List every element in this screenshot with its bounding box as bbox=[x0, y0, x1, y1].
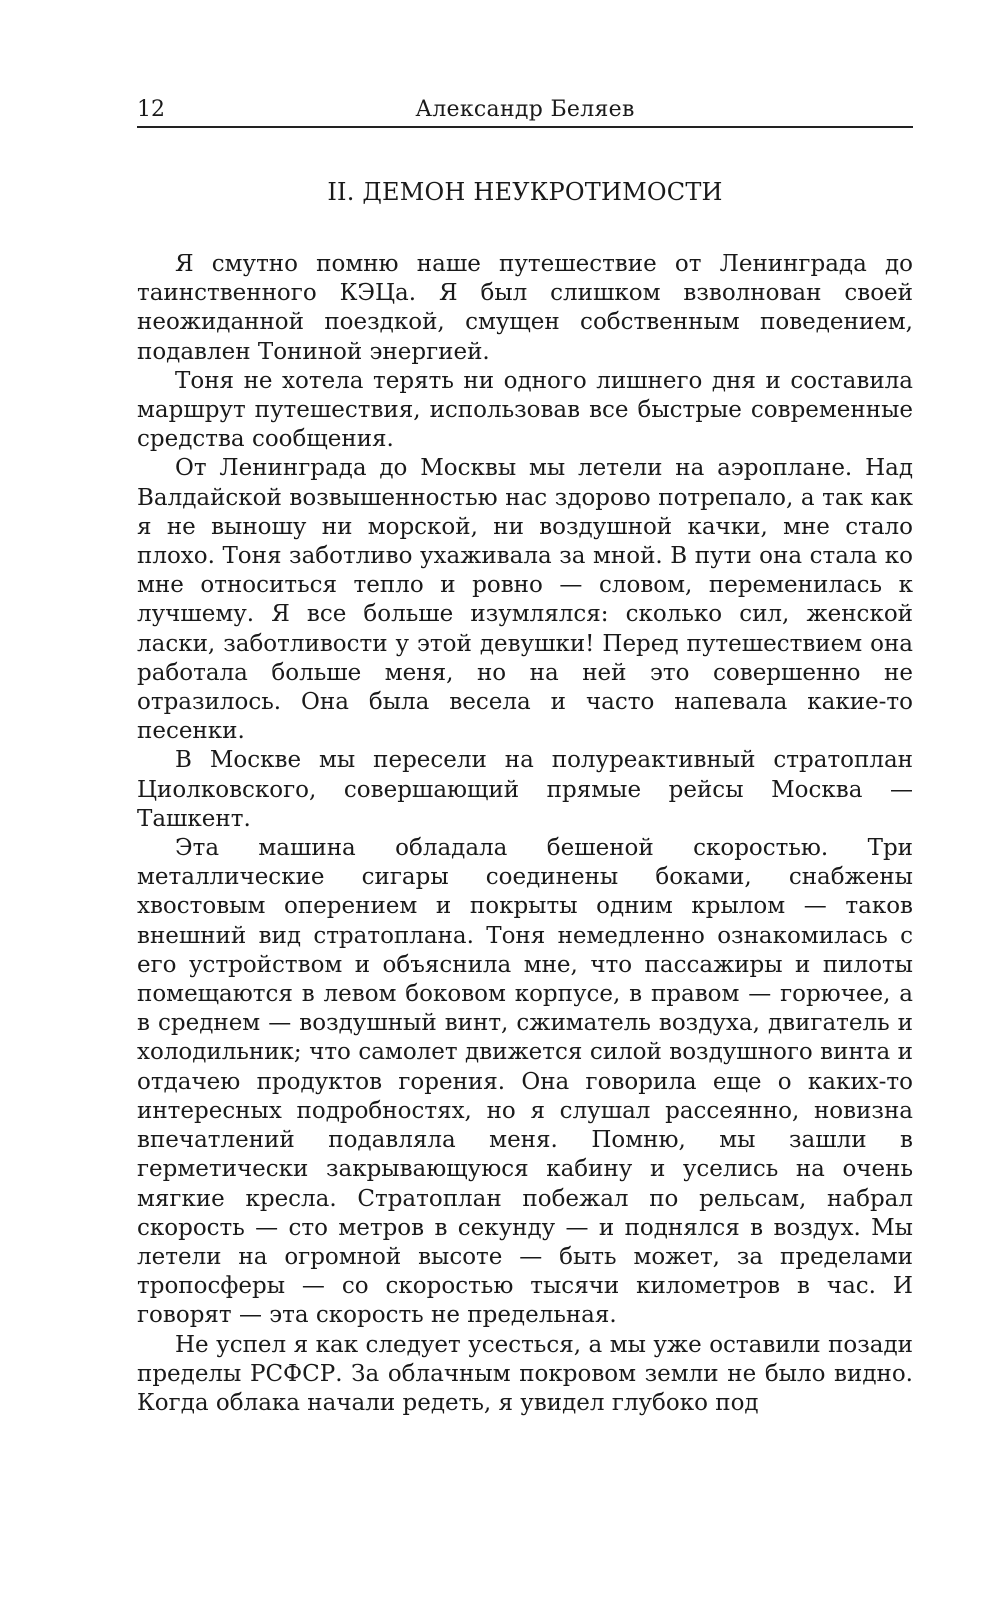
running-title: Александр Беляев bbox=[415, 97, 635, 122]
paragraph: Тоня не хотела терять ни одного лишнего дня и составила маршрут путешествия, использовав все быстрые современные средства сообщения. bbox=[137, 367, 913, 453]
paragraph: Не успел я как следует усесться, а мы уже оставили позади пределы РСФСР. За облачным покровом земли не было видно. Когда облака начали редеть, я увидел глубоко под bbox=[137, 1331, 913, 1416]
paragraph: От Ленинграда до Москвы мы летели на аэроплане. Над Валдайской возвышенностью нас здорово потрепало, а так как я не выношу ни морской, ни воздушной качки, мне стало плохо. Тоня заботливо ухаживала за мной. В пути она стала ко мне относиться тепло и ровно — словом, переменилась к лучшему. Я все больше изумлялся: сколько сил, женской ласки, заботливости у этой девушки! Перед путешествием она работала больше меня, но на ней это совершенно не отразилось. Она была весела и часто напевала какие-то песенки. bbox=[137, 455, 913, 745]
paragraph: В Москве мы пересели на полуреактивный стратоплан Циолковского, совершающий прямые рейсы Москва — Ташкент. bbox=[137, 747, 913, 832]
running-head bbox=[137, 92, 913, 128]
paragraph: Эта машина обладала бешеной скоростью. Три металлические сигары соединены боками, снабжены хвостовым оперением и покрыты одним крылом — таков внешний вид стратоплана. Тоня немедленно ознакомилась с его устройством и объяснила мне, что пассажиры и пилоты помещаются в левом боковом корпусе, в правом — горючее, а в среднем — воздушный винт, сжиматель воздуха, двигатель и холодильник; что самолет движется силой воздушного винта и отдачею продуктов горения. Она говорила еще о каких-то интересных подробностях, но я слушал рассеянно, новизна впечатлений подавляла меня. Помню, мы зашли в герметически закрывающуюся кабину и уселись на очень мягкие кресла. Стратоплан побежал по рельсам, набрал скорость — сто метров в секунду — и поднялся в воздух. Мы летели на огромной высоте — быть может, за пределами тропосферы — со скоростью тысячи километров в час. И говорят — эта скорость не предельная. bbox=[137, 835, 913, 1329]
paragraph: Я смутно помню наше путешествие от Ленинграда до таинственного КЭЦа. Я был слишком взволнован своей неожиданной поездкой, смущен собственным поведением, подавлен Тониной энергией. bbox=[137, 251, 913, 365]
chapter-title: II. ДЕМОН НЕУКРОТИМОСТИ bbox=[327, 178, 723, 206]
book-page bbox=[137, 92, 913, 1418]
page-number: 12 bbox=[137, 97, 165, 122]
body-text bbox=[137, 250, 913, 1418]
